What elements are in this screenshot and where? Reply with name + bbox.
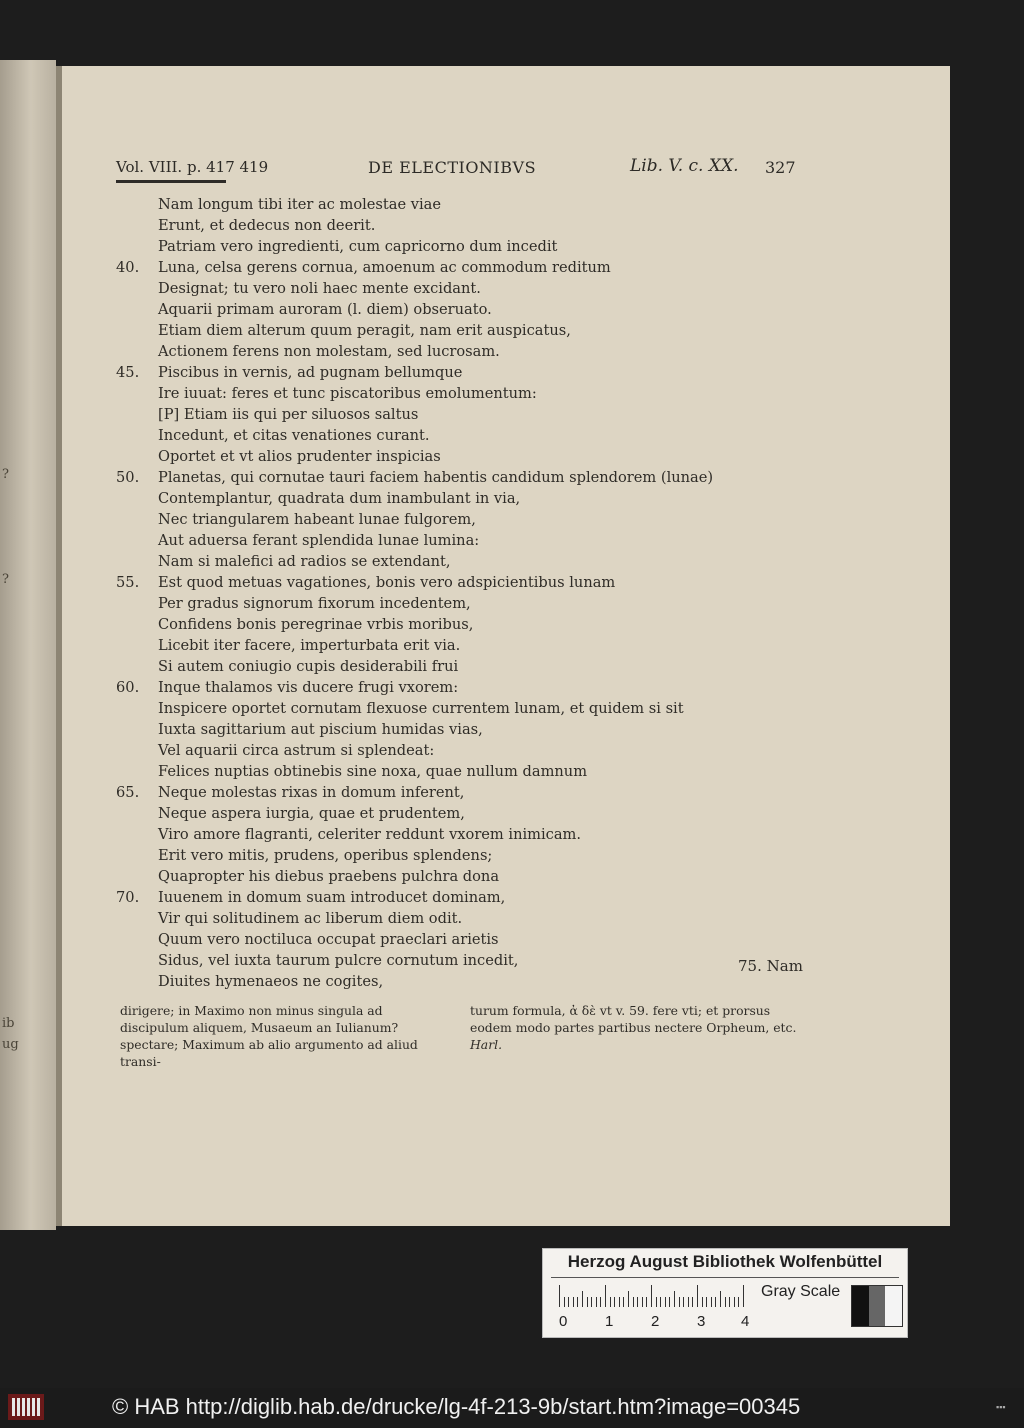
ruler-tick [683, 1297, 684, 1307]
verse-line [116, 742, 796, 763]
ruler-tick [715, 1297, 716, 1307]
ruler-tick [633, 1297, 634, 1307]
ruler-tick [688, 1297, 689, 1307]
verse-text: Patriam vero ingredienti, cum capricorno dum incedit [158, 238, 558, 255]
verse-text: Neque molestas rixas in domum inferent, [158, 784, 465, 801]
verse-line [116, 616, 796, 637]
ruler-tick [702, 1297, 703, 1307]
facing-page-edge [0, 60, 56, 1230]
ruler-number: 4 [741, 1313, 750, 1330]
verse-text: Ire iuuat: feres et tunc piscatoribus emolumentum: [158, 385, 537, 402]
facing-page-fragment: ug [2, 1037, 19, 1052]
footer-dots-icon: ▪▪▪ [996, 1402, 1006, 1412]
verse-text: Actionem ferens non molestam, sed lucrosam. [158, 343, 500, 360]
ruler-tick [577, 1297, 578, 1307]
ruler-tick [674, 1291, 675, 1307]
ruler-tick [610, 1297, 611, 1307]
verse-line [116, 805, 796, 826]
ruler-numbers [543, 1313, 773, 1333]
ruler-tick [637, 1297, 638, 1307]
facing-page-fragment: ib [2, 1016, 15, 1031]
ruler-tick [564, 1297, 565, 1307]
ruler-tick [646, 1297, 647, 1307]
verse-text: Incedunt, et citas venationes curant. [158, 427, 430, 444]
ruler-tick [600, 1297, 601, 1307]
verse-line [116, 637, 796, 658]
verse-text: Quapropter his diebus praebens pulchra dona [158, 868, 500, 885]
gray-swatch-black [852, 1286, 869, 1326]
page-number: 327 [765, 158, 796, 177]
verse-line [116, 385, 796, 406]
ruler-tick [669, 1297, 670, 1307]
library-name: Herzog August Bibliothek Wolfenbüttel [567, 1252, 883, 1271]
verse-text: Inque thalamos vis ducere frugi vxorem: [158, 679, 459, 696]
verse-text: Aut aduersa ferant splendida lunae lumina: [158, 532, 480, 549]
verse-line [116, 910, 796, 931]
ruler-tick [605, 1285, 606, 1307]
volume-reference: Vol. VIII. p. 417 419 [116, 158, 269, 176]
verse-text: Si autem coniugio cupis desiderabili frui [158, 658, 459, 675]
verse-text: Per gradus signorum fixorum incedentem, [158, 595, 471, 612]
verse-line [116, 448, 796, 469]
verse-line [116, 973, 796, 994]
verse-number: 50. [116, 469, 140, 486]
verse-line [116, 889, 796, 910]
verse-line [116, 553, 796, 574]
verse-text: Erit vero mitis, prudens, operibus splendens; [158, 847, 493, 864]
verse-text: Etiam diem alterum quum peragit, nam erit auspicatus, [158, 322, 571, 339]
running-header [116, 158, 796, 182]
ruler-tick [619, 1297, 620, 1307]
verse-text: Licebit iter facere, imperturbata erit via. [158, 637, 461, 654]
verse-line [116, 238, 796, 259]
gray-scale-label: Gray Scale [761, 1283, 841, 1300]
section-reference: Lib. V. c. XX. [630, 156, 739, 176]
verse-text: Designat; tu vero noli haec mente excidant. [158, 280, 481, 297]
ruler-tick [706, 1297, 707, 1307]
gray-scale-swatch [851, 1285, 903, 1327]
verse-line [116, 574, 796, 595]
verse-line [116, 532, 796, 553]
verse-number: 65. [116, 784, 140, 801]
verse-line [116, 280, 796, 301]
verse-line [116, 364, 796, 385]
ruler-tick [665, 1297, 666, 1307]
facing-page-fragment: ? [2, 572, 9, 587]
verse-number: 45. [116, 364, 140, 381]
verse-text: Viro amore flagranti, celeriter reddunt vxorem inimicam. [158, 826, 582, 843]
ruler-tick [743, 1285, 744, 1307]
library-color-card [542, 1248, 908, 1338]
verse-line [116, 259, 796, 280]
verse-text: Confidens bonis peregrinae vrbis moribus, [158, 616, 474, 633]
header-underline [116, 180, 226, 183]
verse-text: Nam si malefici ad radios se extendant, [158, 553, 451, 570]
ruler-number: 2 [651, 1313, 660, 1330]
verse-line [116, 784, 796, 805]
ruler-number: 1 [605, 1313, 614, 1330]
ruler-tick [582, 1291, 583, 1307]
verse-line [116, 406, 796, 427]
ruler-tick [642, 1297, 643, 1307]
ruler-tick [591, 1297, 592, 1307]
ruler-tick [725, 1297, 726, 1307]
verse-text: Nam longum tibi iter ac molestae viae [158, 196, 442, 213]
verse-text: Contemplantur, quadrata dum inambulant in via, [158, 490, 521, 507]
ruler-tick [720, 1291, 721, 1307]
verse-text: Felices nuptias obtinebis sine noxa, quae nullum damnum [158, 763, 588, 780]
verse-text: Iuuenem in domum suam introducet dominam, [158, 889, 506, 906]
ruler-number: 3 [697, 1313, 706, 1330]
verse-text: Inspicere oportet cornutam flexuose currentem lunam, et quidem si sit [158, 700, 684, 717]
facing-page-fragment: ? [2, 467, 9, 482]
ruler-tick [568, 1297, 569, 1307]
verse-line [116, 763, 796, 784]
ruler-tick [697, 1285, 698, 1307]
ruler-tick [559, 1285, 560, 1307]
ruler-tick [734, 1297, 735, 1307]
ruler-tick [651, 1285, 652, 1307]
verse-line [116, 826, 796, 847]
verse-text: Aquarii primam auroram (l. diem) obseruato. [158, 301, 492, 318]
verse-number: 70. [116, 889, 140, 906]
verse-line [116, 931, 796, 952]
verse-text: Iuxta sagittarium aut piscium humidas vias, [158, 721, 483, 738]
verse-text: Planetas, qui cornutae tauri faciem habentis candidum splendorem (lunae) [158, 469, 714, 486]
verse-text: Oportet et vt alios prudenter inspicias [158, 448, 441, 465]
gray-swatch-mid [869, 1286, 886, 1326]
verse-text: Nec triangularem habeant lunae fulgorem, [158, 511, 476, 528]
ruler-tick [596, 1297, 597, 1307]
ruler-tick [628, 1291, 629, 1307]
catchword: 75. Nam [738, 957, 803, 975]
label-divider [551, 1277, 899, 1278]
ruler-tick [614, 1297, 615, 1307]
copyright-url[interactable]: © HAB http://diglib.hab.de/drucke/lg-4f-213-9b/start.htm?image=00345 [112, 1394, 801, 1419]
verse-text: [P] Etiam iis qui per siluosos saltus [158, 406, 419, 423]
verse-text: Est quod metuas vagationes, bonis vero adspicientibus lunam [158, 574, 616, 591]
ruler-tick [623, 1297, 624, 1307]
verse-line [116, 196, 796, 217]
ruler-tick [711, 1297, 712, 1307]
verse-line [116, 847, 796, 868]
ruler-number: 0 [559, 1313, 568, 1330]
ruler-tick [692, 1297, 693, 1307]
footnote-right-text: turum formula, ἀ δὲ vt v. 59. fere vti; et prorsus eodem modo partes partibus nectere Orpheum, etc. [470, 1003, 797, 1035]
verse-number: 40. [116, 259, 140, 276]
page-title: DE ELECTIONIBVS [368, 158, 537, 177]
verse-text: Piscibus in vernis, ad pugnam bellumque [158, 364, 463, 381]
verse-line [116, 343, 796, 364]
verse-number: 55. [116, 574, 140, 591]
verse-text: Erunt, et dedecus non deerit. [158, 217, 376, 234]
verse-line [116, 952, 796, 973]
ruler-tick [660, 1297, 661, 1307]
verse-line [116, 490, 796, 511]
footnote-author: Harl. [470, 1037, 503, 1052]
verse-text: Vir qui solitudinem ac liberum diem odit. [158, 910, 463, 927]
verse-text: Sidus, vel iuxta taurum pulcre cornutum incedit, [158, 952, 519, 969]
footnote-left: dirigere; in Maximo non minus singula ad discipulum aliquem, Musaeum an Iulianum? spectare; Maximum ab alio argumento ad aliud transi- [120, 1003, 418, 1069]
verse-line [116, 595, 796, 616]
verse-text: Neque aspera iurgia, quae et prudentem, [158, 805, 465, 822]
verse-line [116, 322, 796, 343]
verse-line [116, 700, 796, 721]
ruler-tick [738, 1297, 739, 1307]
hab-logo-icon [6, 1392, 46, 1422]
verse-text: Vel aquarii circa astrum si splendeat: [158, 742, 435, 759]
verse-line [116, 868, 796, 889]
footnote-right [470, 1002, 802, 1053]
ruler-tick [587, 1297, 588, 1307]
verse-line [116, 658, 796, 679]
verse-line [116, 469, 796, 490]
ruler-tick [729, 1297, 730, 1307]
gray-swatch-white [885, 1286, 902, 1326]
verse-number: 60. [116, 679, 140, 696]
ruler-tick [573, 1297, 574, 1307]
verse-text: Diuites hymenaeos ne cogites, [158, 973, 384, 990]
measurement-ruler [559, 1285, 765, 1307]
verse-line [116, 721, 796, 742]
verse-text: Quum vero noctiluca occupat praeclari arietis [158, 931, 499, 948]
verse-text: Luna, celsa gerens cornua, amoenum ac commodum reditum [158, 259, 611, 276]
verse-line [116, 427, 796, 448]
footer-bar [0, 1388, 1024, 1428]
verse-line [116, 301, 796, 322]
verse-line [116, 217, 796, 238]
ruler-tick [656, 1297, 657, 1307]
verse-line [116, 679, 796, 700]
verse-line [116, 511, 796, 532]
ruler-tick [679, 1297, 680, 1307]
